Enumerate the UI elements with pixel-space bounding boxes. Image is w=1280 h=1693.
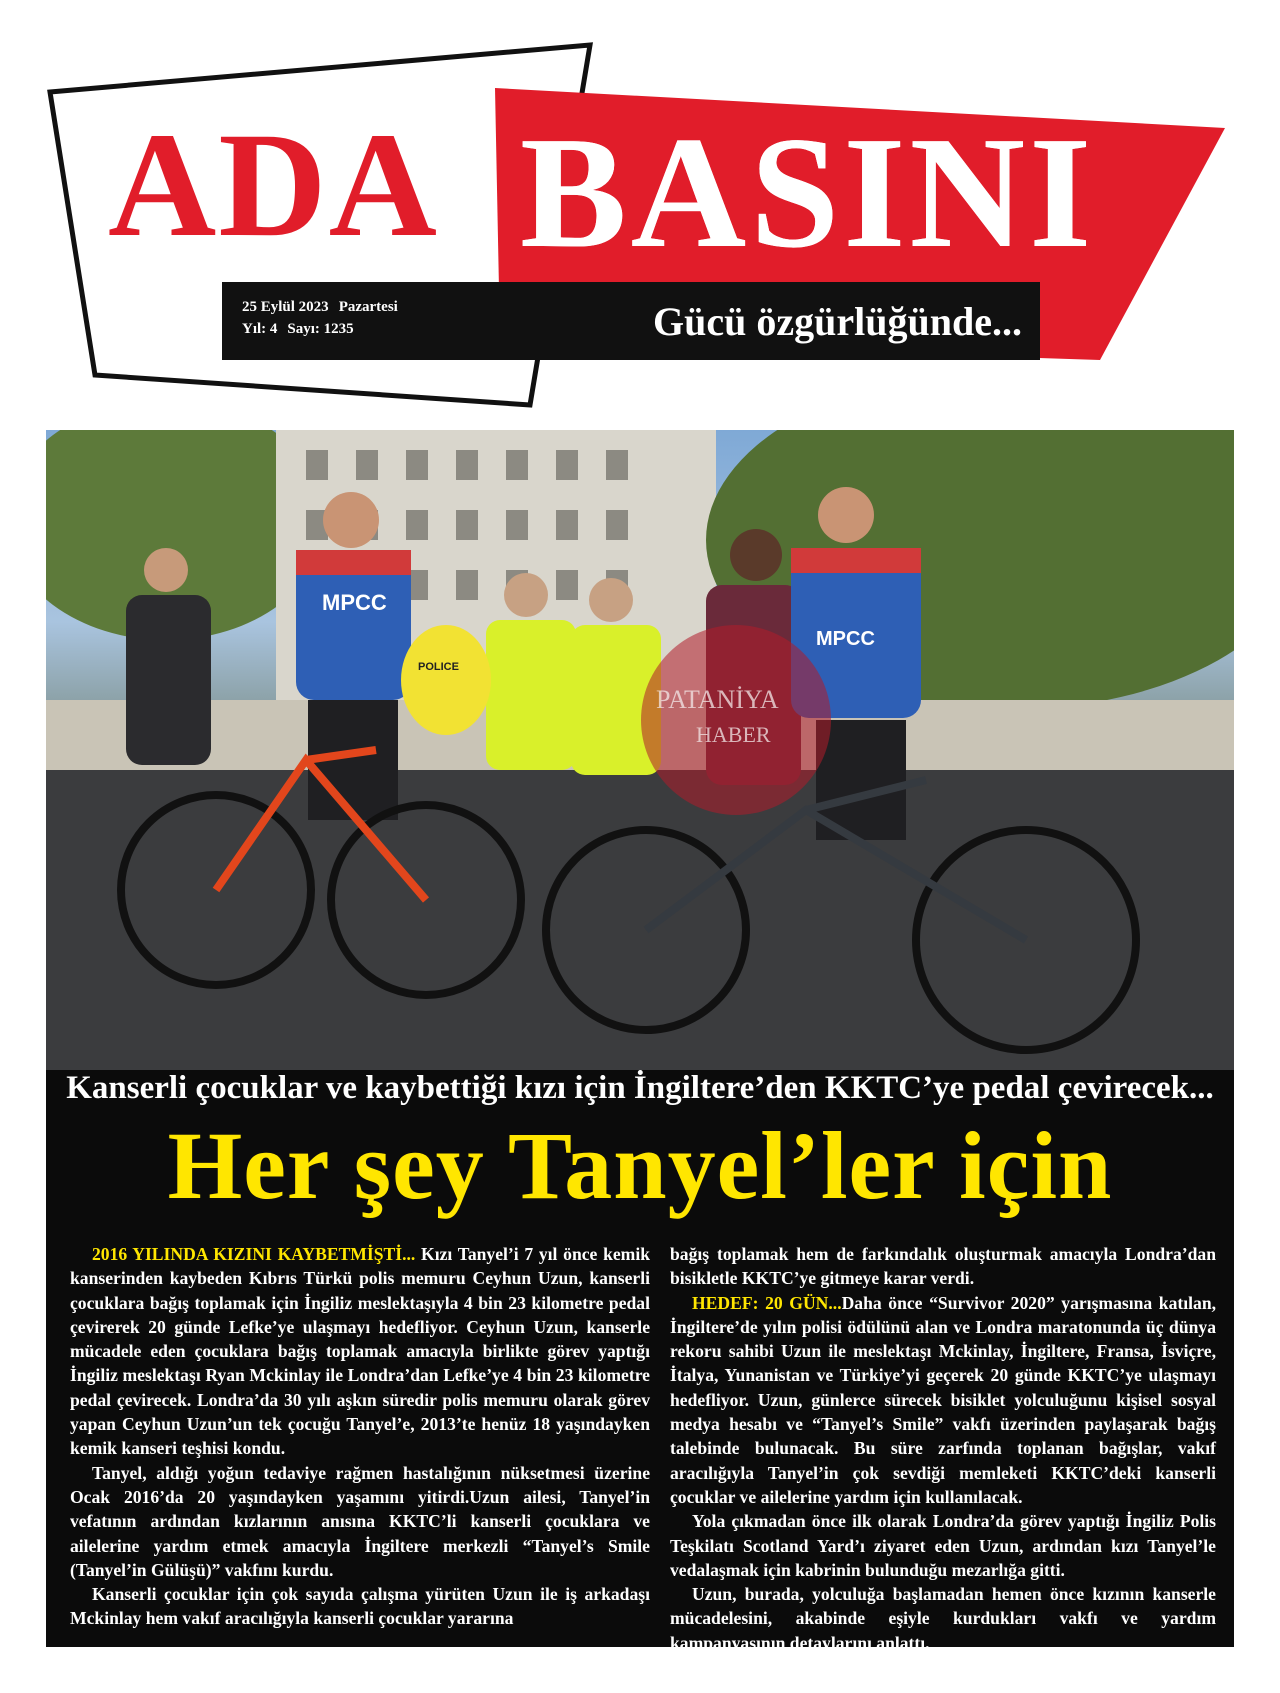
masthead-info-bar	[222, 282, 1040, 360]
paragraph: Tanyel, aldığı yoğun tedaviye rağmen hastalığının nüksetmesi üzerine Ocak 2016’da 20 yaşındayken yaşamını yitirdi.Uzun ailesi, Tanyel’in vefatının ardından kızlarının anısına KKTC’li kanserli çocuklara ve ailelerine yardım etmek amacıyla İngiltere merkezli “Tanyel’s Smile (Tanyel’in Gülüşü)” vakfını kurdu.	[70, 1462, 650, 1580]
issue-date: 25 Eylül 2023	[242, 299, 329, 315]
paragraph: Uzun, burada, yolculuğa başlamadan hemen önce kızının kanserle mücadelesini, akabinde eşiyle kurdukları vakfı ve yardım kampanyasının detaylarını anlattı.	[670, 1584, 1216, 1653]
article-panel	[46, 1070, 1234, 1653]
issue-number: Sayı: 1235	[287, 321, 354, 337]
police-label: POLICE	[418, 661, 459, 673]
logo-basini: BASINI	[520, 103, 1096, 281]
paragraph: Yola çıkmadan önce ilk olarak Londra’da görev yaptığı İngiliz Polis Teşkilatı Scotland Yard’ı ziyaret eden Uzun, ardından kızı Tanyel’le vedalaşmak için kabrinin bulunduğu mezarlığa gitti.	[670, 1511, 1216, 1580]
article-column-2	[670, 1242, 1216, 1655]
road	[46, 770, 1234, 1070]
paragraph-text: Kızı Tanyel’i 7 yıl önce kemik kanserinden kaybeden Kıbrıs Türkü polis memuru Ceyhun Uzun, kanserli çocuklara bağış toplamak için İngiliz meslektaşıyla 4 bin 23 kilometre pedal çevirerek 20 günde Lefke’ye ulaşmayı hedefliyor. Ceyhun Uzun, kanserle mücadele eden çocuklara bağış toplamak amacıyla birlikte görev yaptığı İngiliz meslektaşı Ryan Mckinlay ile Londra’dan Lefke’ye 4 bin 23 kilometre pedal çevirecek. Londra’da 30 yılı aşkın süredir polis memuru olarak görev yapan Ceyhun Uzun’un tek çocuğu Tanyel’e, 2013’te henüz 18 yaşındayken kemik kanseri teşhisi kondu.	[70, 1244, 650, 1459]
police-motorcycle	[401, 625, 491, 735]
issue-day: Pazartesi	[338, 299, 398, 315]
logo-ada: ADA	[108, 102, 439, 268]
article-headline: Her şey Tanyel’ler için	[167, 1112, 1113, 1219]
jersey-text-left: MPCC	[322, 590, 387, 615]
paragraph	[670, 1291, 1216, 1510]
slogan: Gücü özgürlüğünde...	[653, 299, 1022, 344]
paragraph: Kanserli çocuklar için çok sayıda çalışma yürüten Uzun ile iş arkadaşı Mckinlay hem vakıf aracılığıyla kanserli çocuklar yararına	[70, 1584, 650, 1629]
paragraph-lead: 2016 YILINDA KIZINI KAYBETMİŞTİ...	[92, 1244, 416, 1264]
watermark-line1: PATANİYA	[656, 685, 779, 714]
masthead	[0, 0, 1280, 420]
paragraph	[70, 1242, 650, 1461]
watermark-circle	[641, 625, 831, 815]
paragraph: bağış toplamak hem de farkındalık oluşturmak amacıyla Londra’dan bisikletle KKTC’ye gitmeye karar verdi.	[670, 1244, 1216, 1289]
cover-photo	[46, 430, 1234, 1070]
article-column-1	[70, 1242, 650, 1631]
paragraph-text: Daha önce “Survivor 2020” yarışmasına katılan, İngiltere’de yılın polisi ödülünü alan ve Londra maratonunda üç dünya rekoru sahibi Uzun ile meslektaşı Mckinlay, İngiltere, Fransa, İsviçre, İtalya, Yunanistan ve Türkiye’yi geçerek 20 günde KKTC’ye ulaşmayı hedefliyor. Uzun, günlerce sürecek bisiklet yolculuğunu kişisel sosyal medya hesabı ve “Tanyel’s Smile” vakfı üzerinden paylaşarak bağış talebinde bulunacak. Bu süre zarfında toplanan bağışlar, vakıf aracılığıyla Tanyel’in çok sevdiği memleketi KKTC’deki kanserli çocuklar ve ailelerine yardım için kullanılacak.	[670, 1292, 1216, 1507]
issue-info	[242, 296, 408, 340]
paragraph-lead: HEDEF: 20 GÜN...	[692, 1292, 842, 1313]
watermark-line2: HABER	[696, 722, 771, 747]
issue-year: Yıl: 4	[242, 321, 278, 337]
cover-photo-illustration	[46, 430, 1234, 1070]
jersey-text-right: MPCC	[816, 628, 875, 650]
article-kicker: Kanserli çocuklar ve kaybettiği kızı için İngiltere’den KKTC’ye pedal çevirecek...	[66, 1070, 1214, 1106]
